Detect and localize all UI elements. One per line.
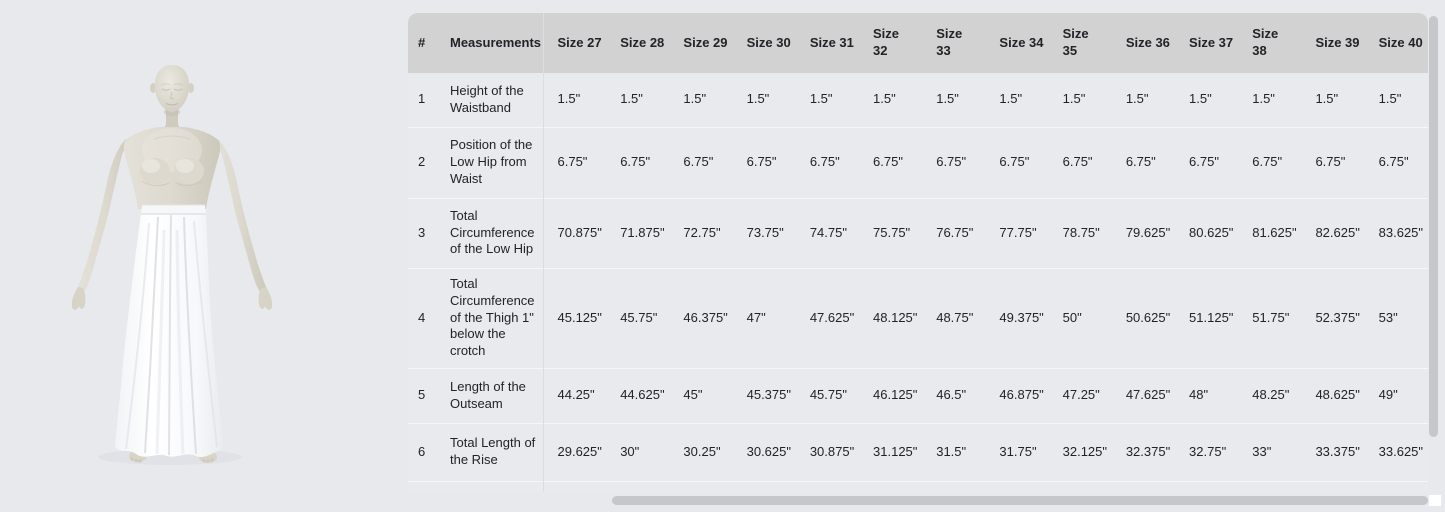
measurement-value-cell: 29.625" <box>543 423 606 481</box>
measurement-value-cell: 79.625" <box>1112 198 1175 268</box>
measurement-value-cell: 31.75" <box>985 423 1048 481</box>
measurement-value-cell: 45.125" <box>543 268 606 368</box>
measurement-value-cell: 70.875" <box>543 198 606 268</box>
measurement-value-cell: 49.375" <box>985 268 1048 368</box>
table-body <box>408 73 1428 492</box>
measurement-value-cell: 44.25" <box>543 368 606 423</box>
size-column-header-33: Size 33 <box>922 13 985 73</box>
size-column-header-40: Size 40 <box>1365 13 1428 73</box>
measurement-value-cell: 33" <box>1238 423 1301 481</box>
measurement-value-cell: 1.5" <box>1049 73 1112 127</box>
empty-cell <box>1365 481 1428 492</box>
measurement-name-cell: Position of the Low Hip from Waist <box>440 127 543 198</box>
measurement-value-cell: 1.5" <box>733 73 796 127</box>
measurement-value-cell: 6.75" <box>543 127 606 198</box>
horizontal-scrollbar[interactable] <box>612 496 1428 505</box>
size-column-header-34: Size 34 <box>985 13 1048 73</box>
measurement-name-cell: Length of the Outseam <box>440 368 543 423</box>
measurement-value-cell: 32.75" <box>1175 423 1238 481</box>
measurement-value-cell: 1.5" <box>543 73 606 127</box>
measurement-value-cell: 6.75" <box>796 127 859 198</box>
empty-cell <box>859 481 922 492</box>
measurement-value-cell: 71.875" <box>606 198 669 268</box>
measurement-name-cell: Height of the Waistband <box>440 73 543 127</box>
measurement-value-cell: 33.625" <box>1365 423 1428 481</box>
measurement-name-cell: Total Circumference of the Low Hip <box>440 198 543 268</box>
measurement-value-cell: 47.625" <box>1112 368 1175 423</box>
measurement-value-cell: 83.625" <box>1365 198 1428 268</box>
mannequin-maxi-skirt-render <box>62 55 282 465</box>
measurement-value-cell: 51.125" <box>1175 268 1238 368</box>
measurement-value-cell: 74.75" <box>796 198 859 268</box>
measurement-value-cell: 30.25" <box>669 423 732 481</box>
measurement-value-cell: 48" <box>1175 368 1238 423</box>
measurement-value-cell: 30.875" <box>796 423 859 481</box>
measurement-value-cell: 46.125" <box>859 368 922 423</box>
empty-cell <box>922 481 985 492</box>
measurement-value-cell: 72.75" <box>669 198 732 268</box>
size-column-header-31: Size 31 <box>796 13 859 73</box>
measurement-value-cell: 82.625" <box>1301 198 1364 268</box>
measurement-row-6 <box>408 423 1428 481</box>
size-column-header-38: Size 38 <box>1238 13 1301 73</box>
number-column-header: # <box>408 13 440 73</box>
measurement-value-cell: 44.625" <box>606 368 669 423</box>
empty-cell <box>606 481 669 492</box>
measurement-value-cell: 1.5" <box>1301 73 1364 127</box>
measurement-value-cell: 6.75" <box>669 127 732 198</box>
measurement-value-cell: 48.125" <box>859 268 922 368</box>
size-column-header-30: Size 30 <box>733 13 796 73</box>
measurement-value-cell: 49" <box>1365 368 1428 423</box>
measurement-row-1 <box>408 73 1428 127</box>
measurement-value-cell: 45.375" <box>733 368 796 423</box>
measurement-value-cell: 33.375" <box>1301 423 1364 481</box>
measurement-value-cell: 6.75" <box>1175 127 1238 198</box>
empty-cell <box>1112 481 1175 492</box>
avatar-3d-viewport[interactable] <box>0 0 408 512</box>
measurement-value-cell: 6.75" <box>1049 127 1112 198</box>
row-number-cell: 1 <box>408 73 440 127</box>
measurement-value-cell: 51.75" <box>1238 268 1301 368</box>
measurement-value-cell: 6.75" <box>859 127 922 198</box>
empty-cell <box>1301 481 1364 492</box>
measurement-value-cell: 32.125" <box>1049 423 1112 481</box>
size-column-header-36: Size 36 <box>1112 13 1175 73</box>
measurement-value-cell: 6.75" <box>733 127 796 198</box>
measurement-value-cell: 31.125" <box>859 423 922 481</box>
vertical-scrollbar[interactable] <box>1429 16 1438 437</box>
measurement-value-cell: 48.25" <box>1238 368 1301 423</box>
measurement-value-cell: 30.625" <box>733 423 796 481</box>
measurement-value-cell: 45.75" <box>796 368 859 423</box>
empty-cell <box>408 481 440 492</box>
empty-cell <box>733 481 796 492</box>
measurement-value-cell: 1.5" <box>1112 73 1175 127</box>
measurement-value-cell: 6.75" <box>1112 127 1175 198</box>
measurement-value-cell: 1.5" <box>669 73 732 127</box>
row-number-cell: 5 <box>408 368 440 423</box>
measurement-value-cell: 47.625" <box>796 268 859 368</box>
size-column-header-35: Size 35 <box>1049 13 1112 73</box>
measurement-value-cell: 6.75" <box>1238 127 1301 198</box>
measurement-value-cell: 47.25" <box>1049 368 1112 423</box>
measurement-value-cell: 73.75" <box>733 198 796 268</box>
measurement-row-2 <box>408 127 1428 198</box>
measurement-value-cell: 1.5" <box>985 73 1048 127</box>
measurement-value-cell: 1.5" <box>1238 73 1301 127</box>
measurement-value-cell: 80.625" <box>1175 198 1238 268</box>
measurement-value-cell: 45.75" <box>606 268 669 368</box>
measurement-value-cell: 81.625" <box>1238 198 1301 268</box>
measurement-name-cell: Total Length of the Rise <box>440 423 543 481</box>
measurement-row-3 <box>408 198 1428 268</box>
size-chart-table <box>408 13 1428 492</box>
empty-cell <box>1238 481 1301 492</box>
measurement-row-5 <box>408 368 1428 423</box>
measurement-value-cell: 6.75" <box>922 127 985 198</box>
empty-cell <box>543 481 606 492</box>
measurement-value-cell: 1.5" <box>1365 73 1428 127</box>
measurement-value-cell: 78.75" <box>1049 198 1112 268</box>
empty-cell <box>1175 481 1238 492</box>
measurement-value-cell: 1.5" <box>1175 73 1238 127</box>
measurement-row-4 <box>408 268 1428 368</box>
size-column-header-29: Size 29 <box>669 13 732 73</box>
size-column-header-27: Size 27 <box>543 13 606 73</box>
row-number-cell: 4 <box>408 268 440 368</box>
measurement-value-cell: 1.5" <box>606 73 669 127</box>
measurement-value-cell: 46.5" <box>922 368 985 423</box>
row-number-cell: 2 <box>408 127 440 198</box>
measurements-column-header: Measurements <box>440 13 543 73</box>
size-column-header-37: Size 37 <box>1175 13 1238 73</box>
measurement-value-cell: 45" <box>669 368 732 423</box>
size-column-header-39: Size 39 <box>1301 13 1364 73</box>
measurement-value-cell: 1.5" <box>796 73 859 127</box>
measurement-value-cell: 47" <box>733 268 796 368</box>
empty-cell <box>440 481 543 492</box>
empty-cell <box>669 481 732 492</box>
measurement-value-cell: 1.5" <box>922 73 985 127</box>
table-header-row <box>408 13 1428 73</box>
measurement-value-cell: 53" <box>1365 268 1428 368</box>
empty-cell <box>796 481 859 492</box>
measurement-value-cell: 6.75" <box>985 127 1048 198</box>
row-number-cell: 6 <box>408 423 440 481</box>
measurement-value-cell: 32.375" <box>1112 423 1175 481</box>
measurement-value-cell: 75.75" <box>859 198 922 268</box>
measurement-value-cell: 6.75" <box>606 127 669 198</box>
measurement-value-cell: 48.75" <box>922 268 985 368</box>
measurement-value-cell: 76.75" <box>922 198 985 268</box>
measurement-value-cell: 50.625" <box>1112 268 1175 368</box>
measurement-value-cell: 46.375" <box>669 268 732 368</box>
measurement-value-cell: 30" <box>606 423 669 481</box>
measurement-row-partial <box>408 481 1428 492</box>
measurement-value-cell: 52.375" <box>1301 268 1364 368</box>
measurement-value-cell: 46.875" <box>985 368 1048 423</box>
size-column-header-32: Size 32 <box>859 13 922 73</box>
size-chart-scroll-area[interactable] <box>408 13 1428 492</box>
measurement-value-cell: 31.5" <box>922 423 985 481</box>
measurement-value-cell: 48.625" <box>1301 368 1364 423</box>
measurement-name-cell: Total Circumference of the Thigh 1" below the crotch <box>440 268 543 368</box>
measurement-value-cell: 77.75" <box>985 198 1048 268</box>
size-column-header-28: Size 28 <box>606 13 669 73</box>
empty-cell <box>1049 481 1112 492</box>
empty-cell <box>985 481 1048 492</box>
measurement-value-cell: 1.5" <box>859 73 922 127</box>
measurement-value-cell: 6.75" <box>1365 127 1428 198</box>
row-number-cell: 3 <box>408 198 440 268</box>
measurement-value-cell: 6.75" <box>1301 127 1364 198</box>
measurement-value-cell: 50" <box>1049 268 1112 368</box>
scrollbar-corner <box>1429 495 1441 506</box>
